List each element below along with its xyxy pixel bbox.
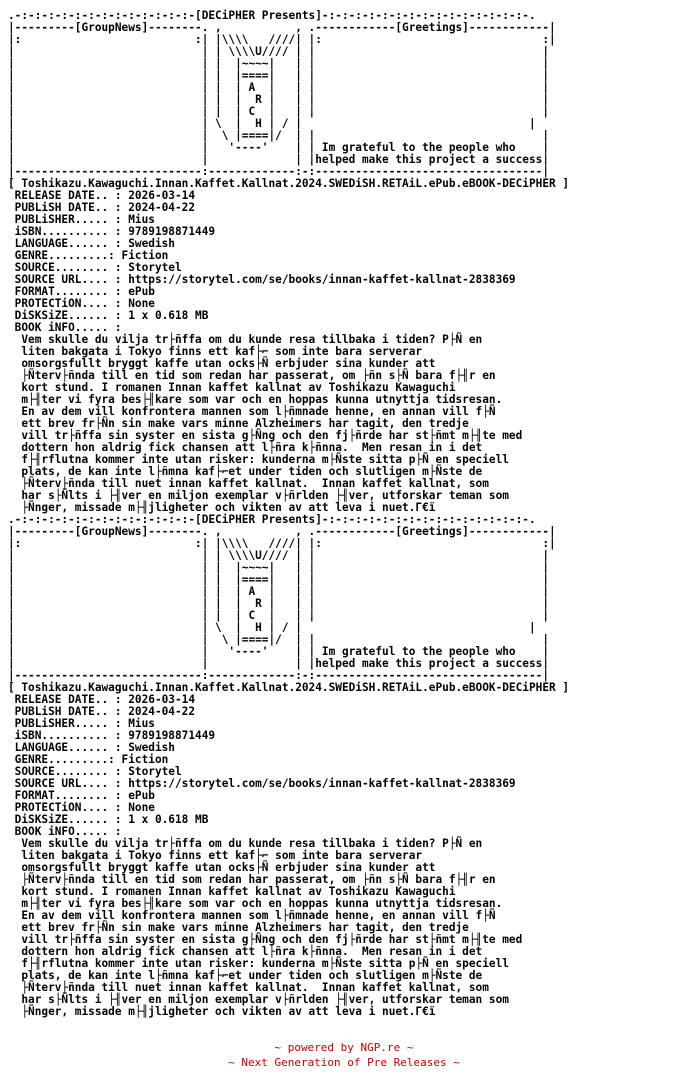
nfo-text-block: .-:-:-:-:-:-:-:-:-:-:-:-:-:-[DECiPHER Presents]-:-:-:-:-:-:-:-:-:-:-:-:-:-:-:-. |---------[GroupNews]--------. , , .------------[Greetings]------------| |: :| |\\\\ ////| |: :| | | | \\\\U//// | | | | | | |~~~~| | | | | | | |====| | | | | | | | A | | | | | | | | R | | | | | | | | C | | | | | | \ | H | / | | | | \ |====|/ | | | | | '----' | | Im grateful to the people who | | | | |helped make this project a success| |----------------------------:-------------:-:----------------------------------| [ Toshikazu.Kawaguchi.Innan.Kaffet.Kallnat.2024.SWEDiSH.RETAiL.ePub.eBOOK-DECiPHER ] RELEASE DATE.. : 2026-03-14 PUBLiSH DATE.. : 2024-04-22 PUBLiSHER..... : Mius iSBN.......... : 9789198871449 LANGUAGE...... : Swedish GENRE.........: Fiction SOURCE........ : Storytel SOURCE URL.... : https://storytel.com/se/books/innan-kaffet-kallnat-2838369 FORMAT........ : ePub PROTECTiON.... : None DiSKSiZE...... : 1 x 0.618 MB BOOK iNFO..... : Vem skulle du vilja tr├ñffa om du kunde resa tillbaka i tiden? P├Ñ en liten bakgata i Tokyo finns ett kaf├⌐ som inte bara serverar omsorgsfullt bryggt kaffe utan ocks├Ñ erbjuder sina kunder att ├Ñterv├ñnda till en tid som redan har passerat, om ├ñn s├Ñ bara f├╢r en kort stund. I romanen Innan kaffet kallnat av Toshikazu Kawaguchi m├╢ter vi fyra bes├╢kare som var och en hoppas kunna utnyttja tidsresan. En av dem vill konfrontera mannen som l├ñmnade henne, en annan vill f├Ñ ett brev fr├Ñn sin make vars minne Alzheimers har tagit, den tredje vill tr├ñffa sin syster en sista g├Ñng och den fj├ñrde har st├ñmt m├╢te med dottern hon aldrig fick chansen att l├ñra k├ñnna. Men resan in i det f├╢rflutna kommer inte utan risker: kunderna m├Ñste sitta p├Ñ en speciell plats, de kan inte l├ñmna kaf├⌐et under tiden och slutligen m├Ñste de ├Ñterv├ñnda till nuet innan kaffet kallnat. Innan kaffet kallnat, som har s├Ñlts i ├╢ver en miljon exemplar v├ñrlden ├╢ver, utforskar teman som ├Ñnger, missade m├╢jligheter och vikten av att leva i nuet.Γ€ï	[8, 9, 570, 514]
nfo-text-block-repeat: .-:-:-:-:-:-:-:-:-:-:-:-:-:-[DECiPHER Presents]-:-:-:-:-:-:-:-:-:-:-:-:-:-:-:-. |---------[GroupNews]--------. , , .------------[Greetings]------------| |: :| |\\\\ ////| |: :| | | | \\\\U//// | | | | | | |~~~~| | | | | | | |====| | | | | | | | A | | | | | | | | R | | | | | | | | C | | | | | | \ | H | / | | | | \ |====|/ | | | | | '----' | | Im grateful to the people who | | | | |helped make this project a success| |----------------------------:-------------:-:----------------------------------| [ Toshikazu.Kawaguchi.Innan.Kaffet.Kallnat.2024.SWEDiSH.RETAiL.ePub.eBOOK-DECiPHER ] RELEASE DATE.. : 2026-03-14 PUBLiSH DATE.. : 2024-04-22 PUBLiSHER..... : Mius iSBN.......... : 9789198871449 LANGUAGE...... : Swedish GENRE.........: Fiction SOURCE........ : Storytel SOURCE URL.... : https://storytel.com/se/books/innan-kaffet-kallnat-2838369 FORMAT........ : ePub PROTECTiON.... : None DiSKSiZE...... : 1 x 0.618 MB BOOK iNFO..... : Vem skulle du vilja tr├ñffa om du kunde resa tillbaka i tiden? P├Ñ en liten bakgata i Tokyo finns ett kaf├⌐ som inte bara serverar omsorgsfullt bryggt kaffe utan ocks├Ñ erbjuder sina kunder att ├Ñterv├ñnda till en tid som redan har passerat, om ├ñn s├Ñ bara f├╢r en kort stund. I romanen Innan kaffet kallnat av Toshikazu Kawaguchi m├╢ter vi fyra bes├╢kare som var och en hoppas kunna utnyttja tidsresan. En av dem vill konfrontera mannen som l├ñmnade henne, en annan vill f├Ñ ett brev fr├Ñn sin make vars minne Alzheimers har tagit, den tredje vill tr├ñffa sin syster en sista g├Ñng och den fj├ñrde har st├ñmt m├╢te med dottern hon aldrig fick chansen att l├ñra k├ñnna. Men resan in i det f├╢rflutna kommer inte utan risker: kunderna m├Ñste sitta p├Ñ en speciell plats, de kan inte l├ñmna kaf├⌐et under tiden och slutligen m├Ñste de ├Ñterv├ñnda till nuet innan kaffet kallnat. Innan kaffet kallnat, som har s├Ñlts i ├╢ver en miljon exemplar v├ñrlden ├╢ver, utforskar teman som ├Ñnger, missade m├╢jligheter och vikten av att leva i nuet.Γ€ï	[8, 513, 570, 1018]
powered-by-link[interactable]: ~ powered by NGP.re ~	[274, 1041, 414, 1054]
footer-tagline: ~ Next Generation of Pre Releases ~	[228, 1056, 460, 1069]
